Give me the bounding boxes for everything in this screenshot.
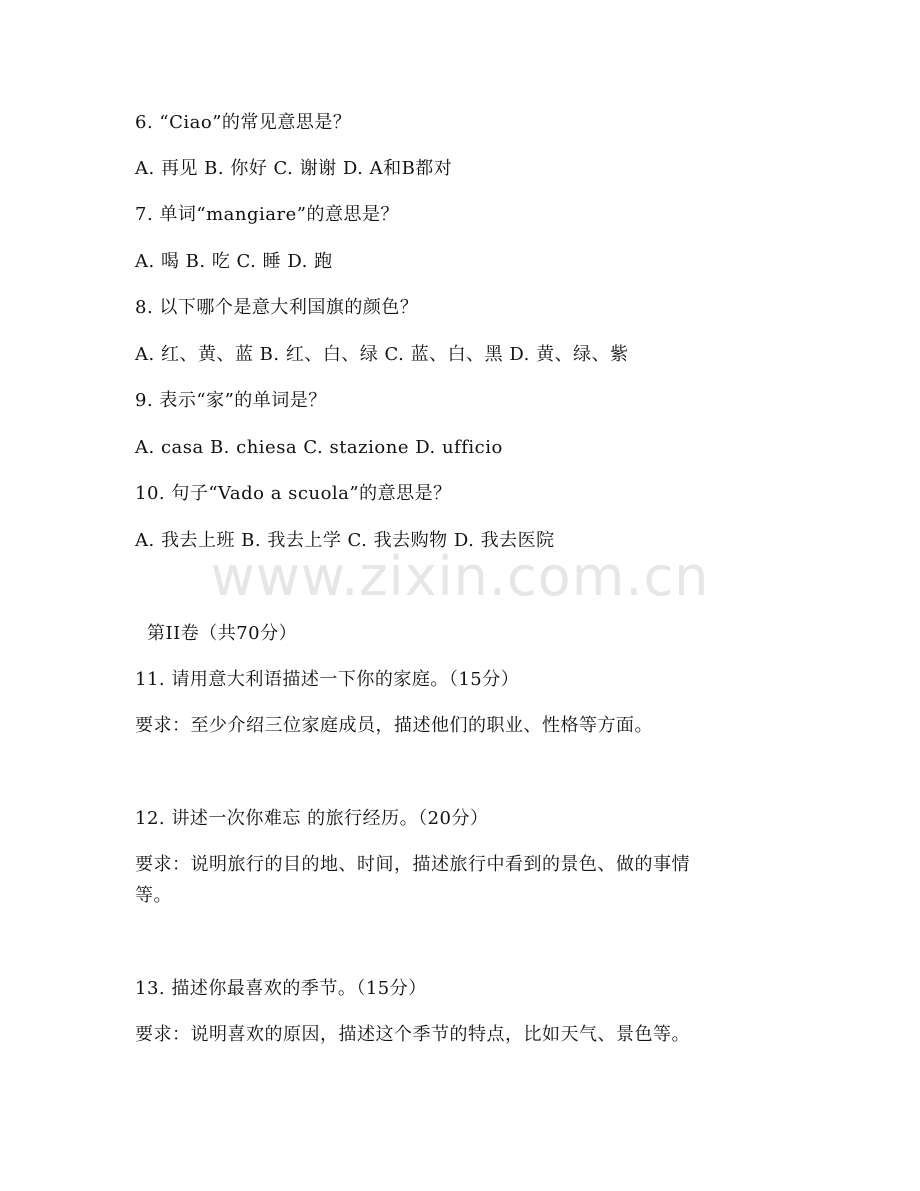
watermark: www.zixin.com.cn — [210, 545, 710, 608]
question-7-options: A. 喝 B. 吃 C. 睡 D. 跑 — [135, 251, 333, 272]
question-12-requirement-line-2: 等。 — [135, 885, 172, 906]
question-11-requirement: 要求：至少介绍三位家庭成员，描述他们的职业、性格等方面。 — [135, 715, 653, 736]
question-10-stem: 10. 句子“Vado a scuola”的意思是？ — [135, 483, 452, 504]
question-13-prompt: 13. 描述你最喜欢的季节。（15分） — [135, 978, 427, 999]
question-6-stem: 6. “Ciao”的常见意思是？ — [135, 112, 352, 133]
question-12-requirement-line-1: 要求：说明旅行的目的地、时间，描述旅行中看到的景色、做的事情 — [135, 854, 690, 875]
question-9-options: A. casa B. chiesa C. stazione D. ufficio — [135, 437, 503, 458]
question-13-requirement: 要求：说明喜欢的原因，描述这个季节的特点，比如天气、景色等。 — [135, 1024, 690, 1045]
question-8-stem: 8. 以下哪个是意大利国旗的颜色？ — [135, 297, 419, 318]
question-7-stem: 7. 单词“mangiare”的意思是？ — [135, 204, 399, 225]
question-10-options: A. 我去上班 B. 我去上学 C. 我去购物 D. 我去医院 — [135, 530, 555, 551]
question-8-options: A. 红、黄、蓝 B. 红、白、绿 C. 蓝、白、黑 D. 黄、绿、紫 — [135, 344, 629, 365]
question-9-stem: 9. 表示“家”的单词是？ — [135, 390, 327, 411]
question-12-prompt: 12. 讲述一次你难忘 的旅行经历。（20分） — [135, 808, 489, 829]
section-2-title: 第II卷（共70分） — [147, 623, 298, 644]
question-6-options: A. 再见 B. 你好 C. 谢谢 D. A和B都对 — [135, 158, 453, 179]
question-11-prompt: 11. 请用意大利语描述一下你的家庭。（15分） — [135, 669, 520, 690]
